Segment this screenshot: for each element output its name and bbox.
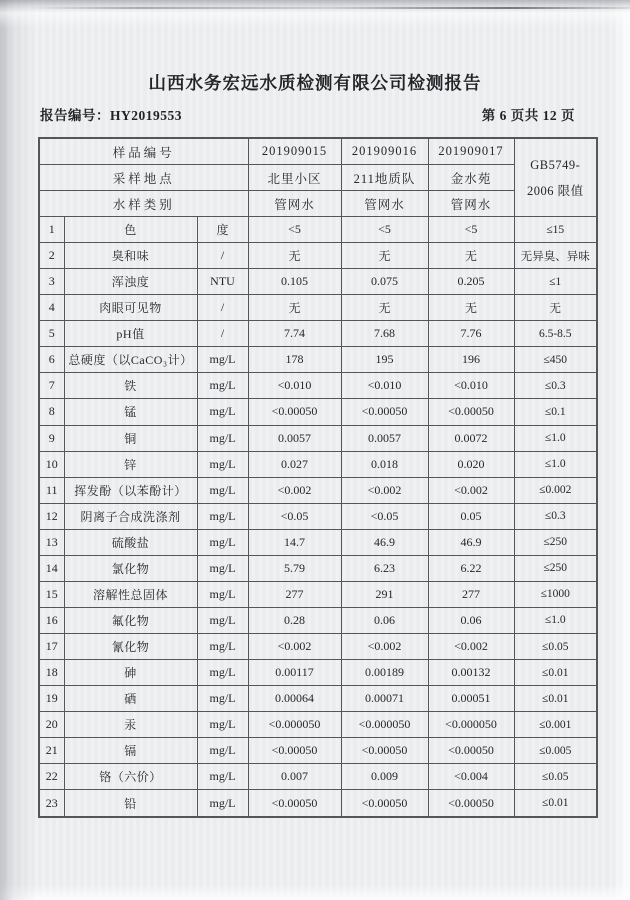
limit-value: ≤0.3 bbox=[514, 373, 597, 399]
param-name: 氯化物 bbox=[64, 555, 197, 581]
sampling-site-label: 采样地点 bbox=[39, 165, 248, 191]
sample3-value: 0.00132 bbox=[428, 660, 514, 686]
sample2-value: <0.00050 bbox=[341, 738, 428, 764]
sample1-value: <0.002 bbox=[248, 477, 341, 503]
water-type-label: 水样类别 bbox=[39, 191, 248, 217]
sample2-value: 无 bbox=[341, 295, 428, 321]
sample2-value: 46.9 bbox=[341, 529, 428, 555]
limit-value: ≤0.001 bbox=[514, 712, 597, 738]
limit-value: ≤1.0 bbox=[514, 607, 597, 633]
param-unit: mg/L bbox=[197, 686, 248, 712]
sample3-value: 6.22 bbox=[428, 555, 514, 581]
param-unit: mg/L bbox=[197, 738, 248, 764]
row-index: 10 bbox=[39, 451, 64, 477]
sample1-type: 管网水 bbox=[248, 191, 341, 217]
sample1-value: 14.7 bbox=[248, 529, 341, 555]
param-name: 硒 bbox=[64, 686, 197, 712]
param-unit: mg/L bbox=[197, 425, 248, 451]
row-index: 9 bbox=[39, 425, 64, 451]
param-name: 铅 bbox=[64, 790, 197, 817]
table-row bbox=[39, 790, 597, 817]
table-row bbox=[39, 217, 597, 243]
sample2-site: 211地质队 bbox=[341, 165, 428, 191]
sample1-value: <0.00050 bbox=[248, 399, 341, 425]
sample2-value: <5 bbox=[341, 217, 428, 243]
row-index: 5 bbox=[39, 321, 64, 347]
sample1-value: 0.007 bbox=[248, 764, 341, 790]
sample3-value: 无 bbox=[428, 243, 514, 269]
sample3-value: <5 bbox=[428, 217, 514, 243]
limit-value: ≤0.3 bbox=[514, 503, 597, 529]
limit-value: 6.5-8.5 bbox=[514, 321, 597, 347]
sample1-value: 0.105 bbox=[248, 269, 341, 295]
sample3-type: 管网水 bbox=[428, 191, 514, 217]
row-index: 11 bbox=[39, 477, 64, 503]
row-index: 3 bbox=[39, 269, 64, 295]
table-row bbox=[39, 660, 597, 686]
sample3-value: 0.0072 bbox=[428, 425, 514, 451]
results-table bbox=[38, 137, 598, 818]
table-row bbox=[39, 738, 597, 764]
sample1-value: 0.00117 bbox=[248, 660, 341, 686]
table-row bbox=[39, 451, 597, 477]
param-unit: mg/L bbox=[197, 555, 248, 581]
sample2-value: 0.00071 bbox=[341, 686, 428, 712]
sample1-id: 201909015 bbox=[248, 138, 341, 165]
sample2-value: 6.23 bbox=[341, 555, 428, 581]
param-name: 铁 bbox=[64, 373, 197, 399]
limit-value: ≤1.0 bbox=[514, 451, 597, 477]
sample3-value: 196 bbox=[428, 347, 514, 373]
table-row bbox=[39, 634, 597, 660]
limit-value: ≤250 bbox=[514, 555, 597, 581]
sample1-value: 5.79 bbox=[248, 555, 341, 581]
param-name: 砷 bbox=[64, 660, 197, 686]
param-name: 镉 bbox=[64, 738, 197, 764]
sample3-value: 无 bbox=[428, 295, 514, 321]
table-row bbox=[39, 555, 597, 581]
sample3-value: 0.05 bbox=[428, 503, 514, 529]
row-index: 16 bbox=[39, 607, 64, 633]
row-index: 7 bbox=[39, 373, 64, 399]
row-index: 19 bbox=[39, 686, 64, 712]
row-index: 8 bbox=[39, 399, 64, 425]
table-row bbox=[39, 321, 597, 347]
limit-value: ≤15 bbox=[514, 217, 597, 243]
row-index: 6 bbox=[39, 347, 64, 373]
report-number-value: HY2019553 bbox=[110, 108, 182, 123]
param-unit: mg/L bbox=[197, 477, 248, 503]
param-unit: mg/L bbox=[197, 581, 248, 607]
limit-value: ≤0.002 bbox=[514, 477, 597, 503]
row-index: 2 bbox=[39, 243, 64, 269]
sample3-value: 277 bbox=[428, 581, 514, 607]
limit-header-line1: GB5749- bbox=[530, 157, 581, 172]
table-row bbox=[39, 269, 597, 295]
report-number bbox=[40, 104, 182, 124]
sample3-value: 46.9 bbox=[428, 529, 514, 555]
param-name: 臭和味 bbox=[64, 243, 197, 269]
sample2-value: 195 bbox=[341, 347, 428, 373]
param-unit: mg/L bbox=[197, 634, 248, 660]
results-tbody bbox=[39, 217, 597, 818]
param-name: 色 bbox=[64, 217, 197, 243]
param-unit: mg/L bbox=[197, 712, 248, 738]
row-index: 14 bbox=[39, 555, 64, 581]
sample2-id: 201909016 bbox=[341, 138, 428, 165]
sample-id-label: 样品编号 bbox=[39, 138, 248, 165]
sample3-site: 金水苑 bbox=[428, 165, 514, 191]
sample2-value: <0.002 bbox=[341, 634, 428, 660]
sample3-value: <0.002 bbox=[428, 634, 514, 660]
sample2-value: 0.075 bbox=[341, 269, 428, 295]
table-row bbox=[39, 477, 597, 503]
sample2-value: 0.06 bbox=[341, 607, 428, 633]
limit-value: 无异臭、异味 bbox=[514, 243, 597, 269]
row-index: 23 bbox=[39, 790, 64, 817]
sample3-value: <0.010 bbox=[428, 373, 514, 399]
param-name: 铜 bbox=[64, 425, 197, 451]
report-number-label: 报告编号： bbox=[40, 108, 110, 123]
sample3-value: 0.06 bbox=[428, 607, 514, 633]
page-indicator: 第 6 页共 12 页 bbox=[481, 108, 575, 123]
sample3-value: 0.00051 bbox=[428, 686, 514, 712]
param-unit: / bbox=[197, 295, 248, 321]
param-unit: mg/L bbox=[197, 764, 248, 790]
param-unit: mg/L bbox=[197, 399, 248, 425]
limit-value: ≤1 bbox=[514, 269, 597, 295]
table-row bbox=[39, 712, 597, 738]
sample1-value: 7.74 bbox=[248, 321, 341, 347]
sample2-value: <0.000050 bbox=[341, 712, 428, 738]
limit-column-header bbox=[514, 138, 597, 217]
sample2-value: 291 bbox=[341, 581, 428, 607]
limit-value: ≤250 bbox=[514, 529, 597, 555]
table-row bbox=[39, 347, 597, 373]
param-unit: 度 bbox=[197, 217, 248, 243]
sample3-value: <0.000050 bbox=[428, 712, 514, 738]
table-row bbox=[39, 243, 597, 269]
row-index: 4 bbox=[39, 295, 64, 321]
sample3-value: <0.00050 bbox=[428, 738, 514, 764]
table-row bbox=[39, 764, 597, 790]
param-unit: / bbox=[197, 321, 248, 347]
sample2-value: 0.0057 bbox=[341, 425, 428, 451]
sample3-value: <0.002 bbox=[428, 477, 514, 503]
sample1-value: 0.00064 bbox=[248, 686, 341, 712]
table-row bbox=[39, 399, 597, 425]
param-unit: / bbox=[197, 243, 248, 269]
table-row bbox=[39, 581, 597, 607]
sample2-value: 7.68 bbox=[341, 321, 428, 347]
sample2-value: <0.05 bbox=[341, 503, 428, 529]
table-row bbox=[39, 503, 597, 529]
sample2-value: <0.00050 bbox=[341, 399, 428, 425]
param-name: 锰 bbox=[64, 399, 197, 425]
param-name: 汞 bbox=[64, 712, 197, 738]
table-row bbox=[39, 686, 597, 712]
sample2-value: 0.018 bbox=[341, 451, 428, 477]
param-name: 氟化物 bbox=[64, 607, 197, 633]
sample3-value: <0.00050 bbox=[428, 399, 514, 425]
limit-value: ≤0.01 bbox=[514, 790, 597, 817]
sample3-value: <0.00050 bbox=[428, 790, 514, 817]
sample1-site: 北里小区 bbox=[248, 165, 341, 191]
sample1-value: <0.05 bbox=[248, 503, 341, 529]
sample2-value: 0.009 bbox=[341, 764, 428, 790]
sample2-value: <0.010 bbox=[341, 373, 428, 399]
results-table-header bbox=[39, 138, 597, 217]
param-name: 浑浊度 bbox=[64, 269, 197, 295]
sample1-value: 178 bbox=[248, 347, 341, 373]
sample1-value: 0.28 bbox=[248, 607, 341, 633]
param-name: 锌 bbox=[64, 451, 197, 477]
limit-value: ≤0.01 bbox=[514, 660, 597, 686]
param-unit: mg/L bbox=[197, 503, 248, 529]
param-name: 总硬度（以CaCO₃计） bbox=[64, 347, 197, 373]
table-row bbox=[39, 607, 597, 633]
limit-value: ≤1000 bbox=[514, 581, 597, 607]
sample2-type: 管网水 bbox=[341, 191, 428, 217]
row-index: 12 bbox=[39, 503, 64, 529]
sample2-value: <0.00050 bbox=[341, 790, 428, 817]
row-index: 22 bbox=[39, 764, 64, 790]
sample3-id: 201909017 bbox=[428, 138, 514, 165]
param-name: 挥发酚（以苯酚计） bbox=[64, 477, 197, 503]
param-name: 阴离子合成洗涤剂 bbox=[64, 503, 197, 529]
sample1-value: <0.010 bbox=[248, 373, 341, 399]
param-name: 肉眼可见物 bbox=[64, 295, 197, 321]
param-unit: NTU bbox=[197, 269, 248, 295]
sample1-value: 无 bbox=[248, 295, 341, 321]
param-name: 铬（六价） bbox=[64, 764, 197, 790]
row-index: 20 bbox=[39, 712, 64, 738]
header-row-water-type bbox=[39, 191, 597, 217]
table-row bbox=[39, 373, 597, 399]
sample1-value: 0.027 bbox=[248, 451, 341, 477]
row-index: 1 bbox=[39, 217, 64, 243]
limit-value: ≤0.01 bbox=[514, 686, 597, 712]
row-index: 15 bbox=[39, 581, 64, 607]
table-row bbox=[39, 529, 597, 555]
sample1-value: <0.00050 bbox=[248, 790, 341, 817]
param-unit: mg/L bbox=[197, 347, 248, 373]
header-row-sample-id bbox=[39, 138, 597, 165]
limit-header-line2: 2006 限值 bbox=[526, 183, 584, 198]
row-index: 21 bbox=[39, 738, 64, 764]
limit-value: ≤0.005 bbox=[514, 738, 597, 764]
sample2-value: <0.002 bbox=[341, 477, 428, 503]
table-row bbox=[39, 295, 597, 321]
param-name: pH值 bbox=[64, 321, 197, 347]
param-unit: mg/L bbox=[197, 373, 248, 399]
limit-value: ≤0.05 bbox=[514, 634, 597, 660]
param-unit: mg/L bbox=[197, 607, 248, 633]
sample1-value: 无 bbox=[248, 243, 341, 269]
sample2-value: 0.00189 bbox=[341, 660, 428, 686]
param-name: 氰化物 bbox=[64, 634, 197, 660]
limit-value: ≤450 bbox=[514, 347, 597, 373]
param-name: 硫酸盐 bbox=[64, 529, 197, 555]
param-unit: mg/L bbox=[197, 451, 248, 477]
param-unit: mg/L bbox=[197, 529, 248, 555]
sample1-value: 277 bbox=[248, 581, 341, 607]
param-name: 溶解性总固体 bbox=[64, 581, 197, 607]
limit-value: 无 bbox=[514, 295, 597, 321]
param-unit: mg/L bbox=[197, 790, 248, 817]
sample1-value: <5 bbox=[248, 217, 341, 243]
limit-value: ≤0.05 bbox=[514, 764, 597, 790]
sample3-value: <0.004 bbox=[428, 764, 514, 790]
sample3-value: 7.76 bbox=[428, 321, 514, 347]
header-row-sampling-site bbox=[39, 165, 597, 191]
row-index: 13 bbox=[39, 529, 64, 555]
sample1-value: <0.000050 bbox=[248, 712, 341, 738]
sample2-value: 无 bbox=[341, 243, 428, 269]
page-title: 山西水务宏远水质检测有限公司检测报告 bbox=[148, 73, 482, 93]
table-row bbox=[39, 425, 597, 451]
sample1-value: <0.002 bbox=[248, 634, 341, 660]
row-index: 18 bbox=[39, 660, 64, 686]
limit-value: ≤0.1 bbox=[514, 399, 597, 425]
report-meta bbox=[40, 104, 575, 124]
sample1-value: 0.0057 bbox=[248, 425, 341, 451]
sample1-value: <0.00050 bbox=[248, 738, 341, 764]
sample3-value: 0.020 bbox=[428, 451, 514, 477]
row-index: 17 bbox=[39, 634, 64, 660]
param-unit: mg/L bbox=[197, 660, 248, 686]
sample3-value: 0.205 bbox=[428, 269, 514, 295]
limit-value: ≤1.0 bbox=[514, 425, 597, 451]
